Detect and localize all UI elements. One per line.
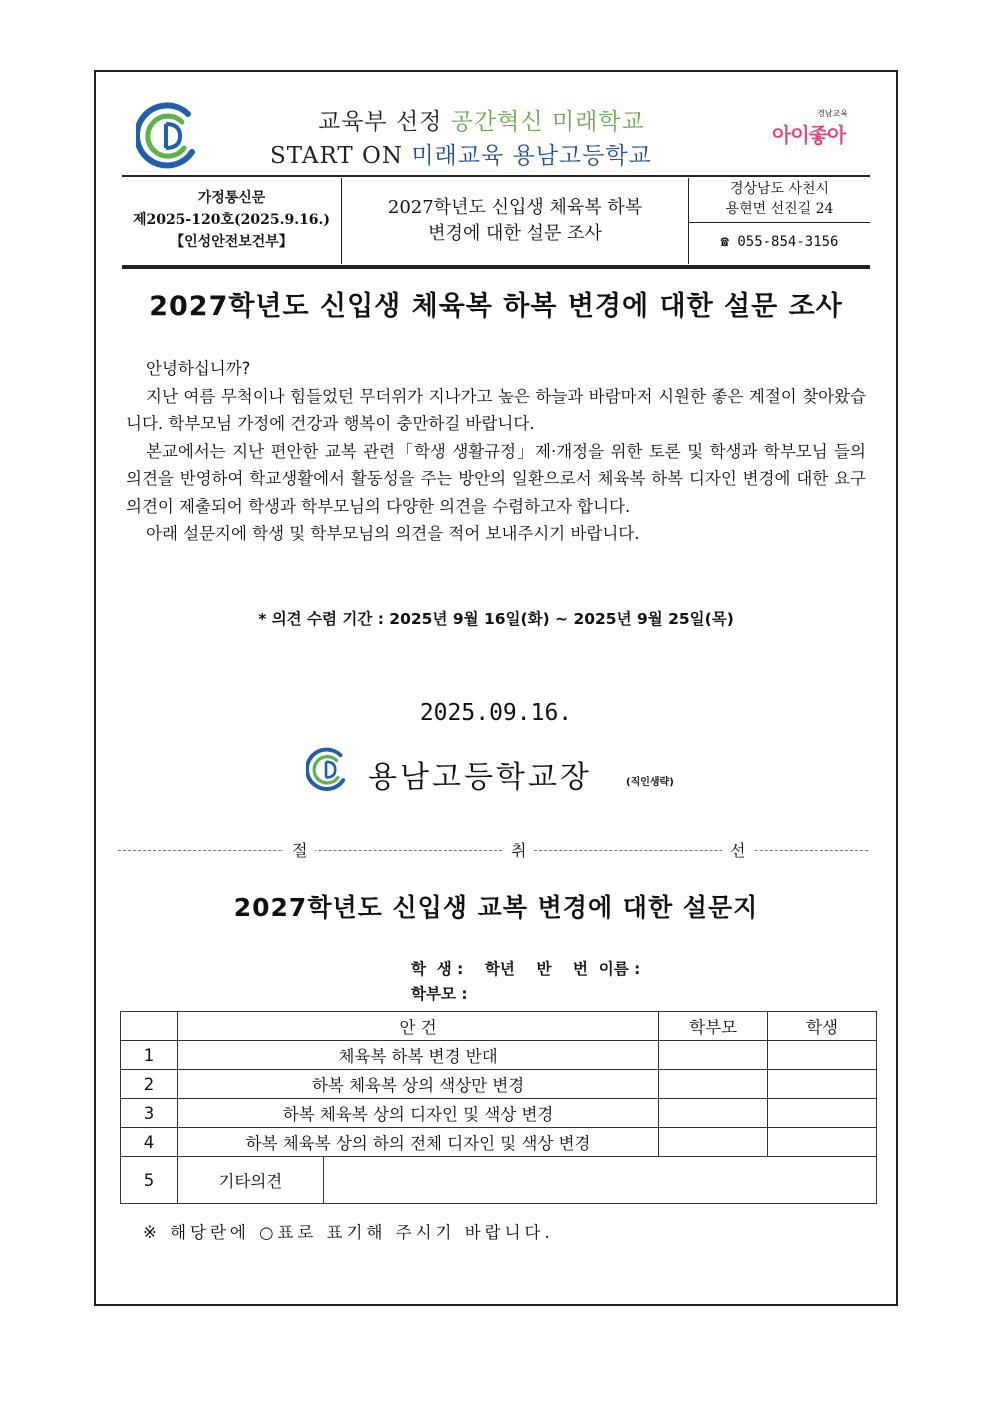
row-item: 하복 체육복 상의 색상만 변경 [177, 1070, 658, 1099]
notice-type: 가정통신문 [197, 190, 266, 206]
table-header-row [121, 1012, 877, 1041]
student-check-cell[interactable] [768, 1070, 877, 1099]
table-row [121, 1099, 877, 1128]
brand-small-label: 경남교육 [817, 109, 848, 118]
address-line-2: 용현면 선진길 24 [725, 201, 834, 217]
cut-line [118, 850, 868, 851]
telephone: ☎ 055-854-3156 [720, 234, 839, 250]
student-check-cell[interactable] [768, 1128, 877, 1157]
table-row [121, 1128, 877, 1157]
subject-line-2: 변경에 대한 설문 조사 [428, 223, 602, 244]
survey-table [120, 1011, 877, 1204]
row-no: 2 [121, 1070, 178, 1099]
row-no: 3 [121, 1099, 178, 1128]
student-check-cell[interactable] [768, 1099, 877, 1128]
table-row-other [121, 1157, 877, 1204]
student-info-line: 학 생 : 학년 반 번 이름 : [411, 960, 641, 978]
student-check-cell[interactable] [768, 1041, 877, 1070]
letter-body [126, 355, 866, 548]
row-no: 1 [121, 1041, 178, 1070]
principal-name: 용남고등학교장 [368, 760, 592, 795]
form-title: 2027학년도 신입생 교복 변경에 대한 설문지 [233, 893, 759, 922]
brand-logo [772, 108, 862, 154]
principal-logo-icon [306, 746, 350, 792]
header-no [121, 1012, 178, 1041]
school-logo-icon [136, 100, 202, 170]
header-parent: 학부모 [659, 1012, 768, 1041]
address [689, 178, 870, 223]
table-row [121, 1070, 877, 1099]
header-line-1: 교육부 선정 공간혁신 미래학교 [318, 109, 645, 135]
header-line-2: START ON 미래교육 용남고등학교 [270, 143, 652, 169]
header-top-rule [122, 175, 870, 177]
survey-period: * 의견 수렴 기간 : 2025년 9월 16일(화) ~ 2025년 9월 25일(목) [258, 610, 734, 628]
paragraph-2: 본교에서는 지난 편안한 교복 관련「학생 생활규정」제·개정을 위한 토론 및 학생과 학부모님 들의 의견을 반영하여 학교생활에서 활동성을 주는 방안의 일환으로서 체육복 하복 디자인 변경에 대한 요구 의견이 제출되어 학생과 학부모님의 다양한 의견을 수렴하고자 합니다. [126, 441, 866, 516]
row-item: 하복 체육복 상의 하의 전체 디자인 및 색상 변경 [177, 1128, 658, 1157]
issue-date: 2025.09.16. [419, 700, 573, 726]
notice-id-cell [122, 178, 342, 264]
subject-line-1: 2027학년도 신입생 체육복 하복 [387, 197, 643, 218]
notice-number: 제2025-120호(2025.9.16.) [132, 212, 331, 228]
row-item: 기타의견 [177, 1157, 323, 1204]
parent-check-cell[interactable] [659, 1099, 768, 1128]
paragraph-3: 아래 설문지에 학생 및 학부모님의 의견을 적어 보내주시기 바랍니다. [146, 524, 640, 543]
parent-check-cell[interactable] [659, 1070, 768, 1099]
contact-cell [689, 178, 870, 264]
seal-omitted: (직인생략) [626, 777, 674, 788]
cut-label-1: 절 [284, 838, 315, 861]
cut-label-3: 선 [722, 838, 753, 861]
footnote: ※ 해당란에 ○표로 표기해 주시기 바랍니다. [143, 1223, 554, 1242]
row-item: 하복 체육복 상의 디자인 및 색상 변경 [177, 1099, 658, 1128]
paragraph-1: 지난 여름 무척이나 힘들었던 무더위가 지나가고 높은 하늘과 바람마저 시원한 좋은 계절이 찾아왔습니다. 학부모님 가정에 건강과 행복이 충만하길 바랍니다. [126, 386, 866, 433]
parent-check-cell[interactable] [659, 1128, 768, 1157]
cut-label-2: 취 [503, 838, 534, 861]
row-no: 4 [121, 1128, 178, 1157]
table-row [121, 1041, 877, 1070]
notice-subject-cell [342, 178, 689, 264]
header-item: 안 건 [177, 1012, 658, 1041]
other-opinion-field[interactable] [323, 1157, 876, 1204]
parent-check-cell[interactable] [659, 1041, 768, 1070]
row-item: 체육복 하복 변경 반대 [177, 1041, 658, 1070]
brand-main-label: 아이좋아 [772, 123, 846, 147]
parent-info-line: 학부모 : [411, 985, 468, 1003]
notice-info-box [122, 178, 870, 264]
notice-dept: 【인성안전보건부】 [170, 234, 293, 250]
row-no: 5 [121, 1157, 178, 1204]
header-bottom-rule [122, 265, 870, 269]
address-line-1: 경상남도 사천시 [729, 181, 830, 197]
header-student: 학생 [768, 1012, 877, 1041]
greeting: 안녕하십니까? [146, 359, 251, 378]
page-title: 2027학년도 신입생 체육복 하복 변경에 대한 설문 조사 [149, 291, 843, 322]
